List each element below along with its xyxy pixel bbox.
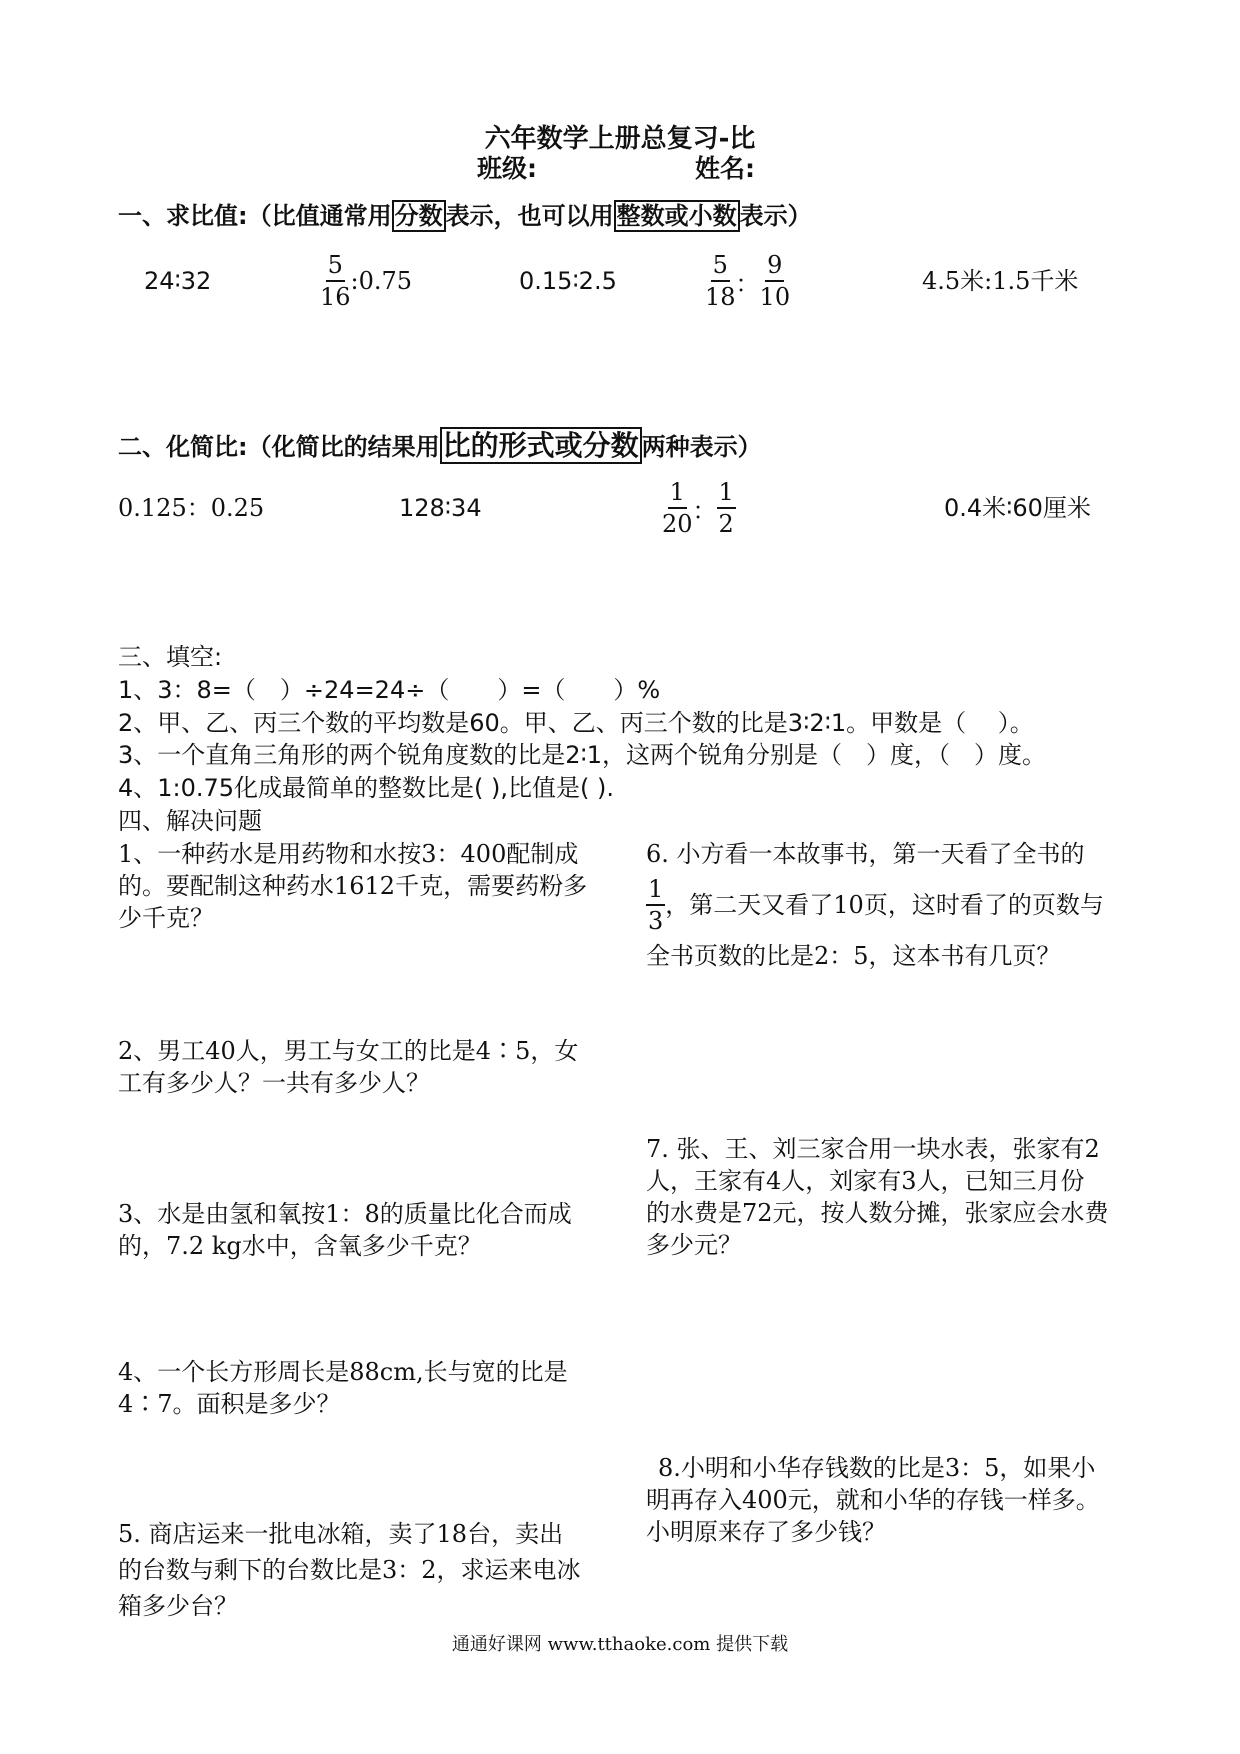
fraction (760, 250, 791, 312)
denominator: 20 (662, 510, 693, 538)
section2-heading (118, 430, 762, 463)
problem-line: 小明原来存了多少钱？ (646, 1518, 886, 1546)
fill-question-2: 2、甲、乙、丙三个数的平均数是60。甲、乙、丙三个数的比是3∶2∶1。甲数是（ ）。 (118, 709, 1034, 737)
section1-heading-pre: 一、求比值:（比值通常用 (118, 202, 392, 230)
s2-item-c (662, 477, 736, 539)
section2-heading-pre: 二、化简比:（化简比的结果用 (118, 433, 440, 461)
problem-line: 4、一个长方形周长是88cm,长与宽的比是 (118, 1358, 568, 1386)
numerator: 5 (326, 250, 345, 282)
numerator: 1 (646, 874, 665, 906)
s1-item-d (705, 250, 790, 312)
denominator: 18 (705, 283, 736, 311)
problem-line: 4∶7。面积是多少？ (118, 1390, 341, 1418)
numerator: 1 (668, 477, 687, 509)
problem-line: 1、一种药水是用药物和水按3：400配制成 (118, 840, 579, 868)
s1-item-e: 4.5米:1.5千米 (922, 267, 1079, 295)
s2-item-b: 128∶34 (399, 494, 482, 522)
problem-line: 工有多少人？一共有多少人？ (118, 1069, 430, 1097)
denominator: 10 (759, 283, 791, 311)
s2-item-d: 0.4米∶60厘米 (944, 494, 1091, 522)
denominator: 16 (320, 283, 351, 311)
denominator: 3 (648, 907, 664, 935)
s1-item-a: 24∶32 (144, 267, 212, 295)
problem-line: 少千克？ (118, 904, 214, 932)
ratio-rest: :0.75 (350, 267, 413, 295)
problem-line-text: ，第二天又看了10页，这时看了的页数与 (665, 891, 1104, 919)
fraction (717, 477, 736, 539)
section2-boxed-text: 比的形式或分数 (440, 427, 642, 464)
problem-line: 6. 小方看一本故事书，第一天看了全书的 (646, 840, 1085, 868)
numerator: 5 (711, 250, 730, 282)
problem-line: 明再存入400元，就和小华的存钱一样多。 (646, 1486, 1100, 1514)
s1-item-c: 0.15∶2.5 (519, 267, 617, 295)
problem-line: 全书页数的比是2：5，这本书有几页？ (646, 942, 1061, 970)
fraction (646, 874, 665, 936)
problem-line: 2、男工40人，男工与女工的比是4∶5，女 (118, 1037, 579, 1065)
problem-line: 8.小明和小华存钱数的比是3：5，如果小 (658, 1454, 1096, 1482)
numerator: 1 (717, 477, 736, 509)
fraction (320, 250, 351, 312)
problem-5 (118, 1518, 581, 1622)
ratio-sep: ： (735, 269, 760, 298)
section3-heading: 三、填空: (118, 643, 223, 671)
name-label: 姓名: (695, 154, 755, 183)
problem-line: 的水费是72元，按人数分摊，张家应会水费 (646, 1199, 1109, 1227)
problem-3 (118, 1198, 572, 1262)
class-label: 班级: (477, 154, 537, 183)
section1-heading-mid: 表示，也可以用 (445, 202, 614, 230)
problem-line: 多少元？ (646, 1231, 742, 1259)
problem-line (646, 874, 1104, 936)
ratio-sep: ： (692, 496, 717, 525)
problem-line: 的。要配制这种药水1612千克，需要药粉多 (118, 872, 588, 900)
problem-line: 5. 商店运来一批电冰箱，卖了18台，卖出 (118, 1520, 564, 1548)
problem-7 (646, 1133, 1109, 1261)
section1-boxed-fraction: 分数 (392, 200, 446, 232)
problem-4 (118, 1356, 568, 1420)
fraction (705, 250, 736, 312)
footer-credit: 通通好课网 www.tthaoke.com 提供下载 (451, 1634, 789, 1655)
problem-8 (646, 1452, 1100, 1548)
fill-question-1: 1、3：8=（ ）÷24=24÷（ ）=（ ）% (118, 676, 661, 704)
section1-boxed-integer: 整数或小数 (614, 200, 740, 232)
problem-6 (646, 838, 1104, 972)
problem-line: 的台数与剩下的台数比是3：2，求运来电冰 (118, 1556, 581, 1584)
problem-line: 的，7.2 kg水中，含氧多少千克？ (118, 1232, 482, 1260)
problem-line: 人，王家有4人，刘家有3人，已知三月份 (646, 1167, 1085, 1195)
section4-heading: 四、解决问题 (118, 807, 262, 835)
denominator: 2 (718, 510, 734, 538)
section2-heading-post: 两种表示） (641, 433, 762, 461)
fill-question-3: 3、一个直角三角形的两个锐角度数的比是2∶1，这两个锐角分别是（ ）度，（ ）度。 (118, 741, 1047, 769)
problem-1 (118, 838, 587, 934)
problem-line: 7. 张、王、刘三家合用一块水表，张家有2 (646, 1135, 1100, 1163)
fraction (662, 477, 693, 539)
problem-2 (118, 1035, 578, 1099)
fill-question-4: 4、1:0.75化成最简单的整数比是( ),比值是( ). (118, 774, 615, 802)
problem-line: 3、水是由氢和氧按1：8的质量比化合而成 (118, 1200, 572, 1228)
s2-item-a: 0.125：0.25 (118, 494, 265, 522)
problem-line: 箱多少台？ (118, 1592, 238, 1620)
page-title: 六年数学上册总复习-比 (484, 124, 756, 154)
s1-item-b (320, 250, 412, 312)
numerator: 9 (765, 250, 784, 282)
section1-heading (118, 200, 812, 232)
section1-heading-post: 表示） (739, 202, 812, 230)
